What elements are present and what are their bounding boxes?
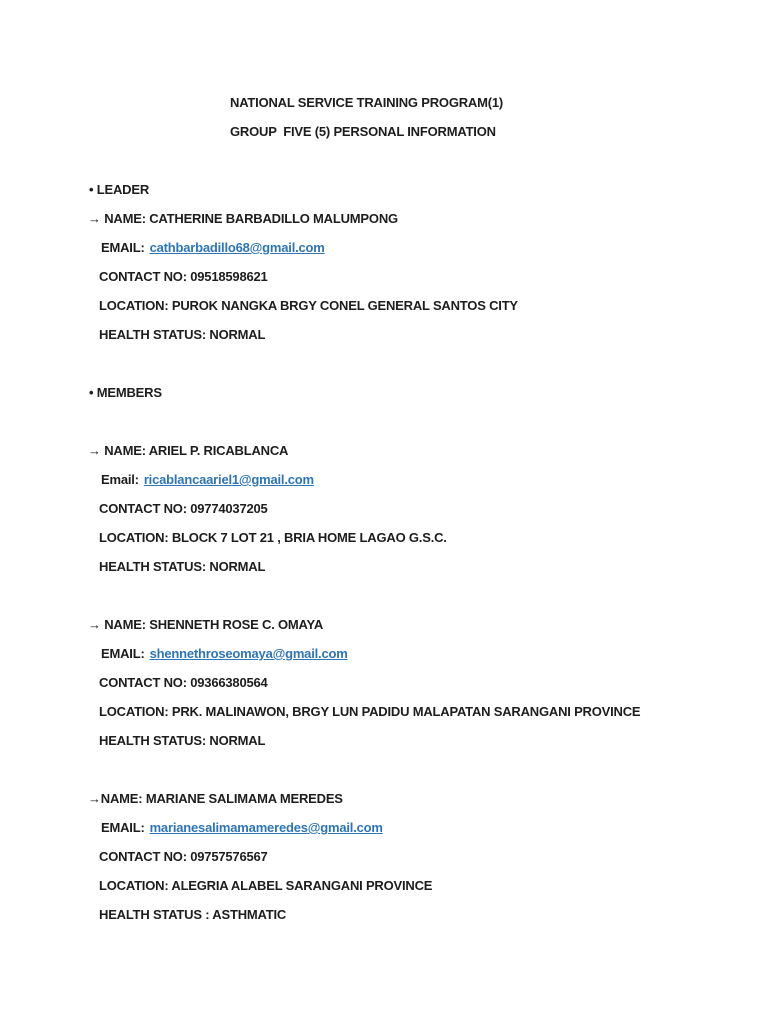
leader-contact-line: CONTACT NO: 09518598621 (99, 269, 268, 284)
leader-health-line: HEALTH STATUS: NORMAL (99, 327, 266, 342)
leader-name-line: → NAME: CATHERINE BARBADILLO MALUMPONG (88, 211, 398, 226)
email-label: EMAIL: (101, 820, 145, 835)
leader-location-line: LOCATION: PUROK NANGKA BRGY CONEL GENERAL SANTOS CITY (99, 298, 518, 313)
member-contact-line: CONTACT NO: 09774037205 (99, 501, 268, 516)
member-health-line: HEALTH STATUS: NORMAL (99, 733, 266, 748)
email-link[interactable]: ricablancaariel1@gmail.com (143, 472, 314, 487)
leader-section-heading: • LEADER (89, 182, 150, 197)
email-label: EMAIL: (101, 646, 145, 661)
email-label: Email: (101, 472, 139, 487)
member-name-line: → NAME: SHENNETH ROSE C. OMAYA (88, 617, 324, 632)
member-location-line: LOCATION: BLOCK 7 LOT 21 , BRIA HOME LAGAO G.S.C. (99, 530, 447, 545)
member-location-line: LOCATION: ALEGRIA ALABEL SARANGANI PROVINCE (99, 878, 433, 893)
member-block (0, 436, 768, 581)
member-health-line: HEALTH STATUS: NORMAL (99, 559, 266, 574)
members-section-heading: • MEMBERS (89, 385, 162, 400)
email-link[interactable]: cathbarbadillo68@gmail.com (149, 240, 325, 255)
member-name-line: → NAME: ARIEL P. RICABLANCA (88, 443, 289, 458)
member-block (0, 610, 768, 755)
member-email-line (0, 639, 768, 668)
email-label: EMAIL: (101, 240, 145, 255)
member-health-line: HEALTH STATUS : ASTHMATIC (99, 907, 287, 922)
member-contact-line: CONTACT NO: 09366380564 (99, 675, 268, 690)
member-contact-line: CONTACT NO: 09757576567 (99, 849, 268, 864)
member-block (0, 784, 768, 929)
member-email-line (0, 813, 768, 842)
email-link[interactable]: marianesalimamameredes@gmail.com (149, 820, 383, 835)
member-email-line (0, 465, 768, 494)
document-title-line1: NATIONAL SERVICE TRAINING PROGRAM(1) (230, 95, 504, 110)
document-title-line2: GROUP FIVE (5) PERSONAL INFORMATION (230, 124, 496, 139)
member-name-line: →NAME: MARIANE SALIMAMA MEREDES (88, 791, 343, 806)
leader-block (0, 204, 768, 349)
email-link[interactable]: shennethroseomaya@gmail.com (149, 646, 348, 661)
member-location-line: LOCATION: PRK. MALINAWON, BRGY LUN PADIDU MALAPATAN SARANGANI PROVINCE (99, 704, 641, 719)
leader-email-line (0, 233, 768, 262)
